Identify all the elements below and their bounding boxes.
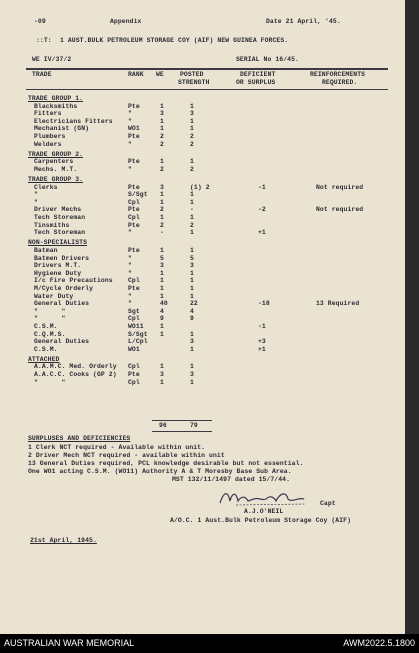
cell-trade: Electricians Fitters — [34, 117, 113, 125]
cell-posted: 1 — [190, 246, 194, 254]
cell-we: 1 — [160, 102, 164, 110]
cell-we: 1 — [160, 322, 164, 330]
cell-we: 1 — [160, 284, 164, 292]
cell-we: 2 — [160, 140, 164, 148]
cell-posted: 9 — [190, 315, 194, 323]
cell-trade: I/c Fire Precautions — [34, 277, 113, 285]
cell-posted: 2 — [190, 133, 194, 140]
cell-we: 1 — [160, 330, 164, 338]
cell-trade: Fitters — [34, 110, 62, 118]
cell-rank: " — [128, 140, 132, 148]
cell-trade: C.S.M. — [34, 345, 58, 353]
cell-rank: WO1 — [128, 345, 140, 353]
surplus-line-3: 13 General Duties required, PCL knowledge desirable but not essential. — [28, 460, 304, 467]
cell-we: 1 — [160, 125, 164, 133]
total-posted: 79 — [190, 422, 198, 429]
cell-reinforcements: Not required — [316, 206, 364, 214]
cell-rank: " — [128, 262, 132, 270]
group-heading: TRADE GROUP 2. — [28, 150, 84, 158]
col-rank: RANK — [128, 71, 144, 78]
cell-rank: " — [128, 229, 132, 237]
cell-reinforcements: Not required — [316, 183, 364, 191]
cell-trade: Batmen Drivers — [34, 254, 90, 262]
cell-posted: 1 — [190, 292, 194, 300]
cell-we: 2 — [160, 221, 164, 229]
cell-we: 1 — [160, 277, 164, 285]
header-rule-bottom — [26, 89, 388, 90]
cell-we: 3 — [160, 183, 164, 191]
page-number: -09 — [34, 18, 46, 25]
cell-we: 1 — [160, 191, 164, 199]
col-posted: POSTED — [180, 71, 204, 78]
cell-deficient: -18 — [258, 300, 270, 308]
cell-rank: " — [128, 165, 132, 173]
col-deficient: DEFICIENT — [240, 71, 276, 78]
cell-deficient: +3 — [258, 338, 266, 346]
cell-rank: " — [128, 300, 132, 308]
cell-trade: Tinsmiths — [34, 221, 70, 229]
cell-trade: Mechanist (GN) — [34, 125, 90, 133]
cell-we: 2 — [160, 165, 164, 173]
cell-posted: 5 — [190, 254, 194, 262]
cell-posted: 3 — [190, 371, 194, 378]
cell-rank: " — [128, 292, 132, 300]
surplus-line-4: One WO1 acting C.S.M. (WO11) Authority A & T Moresby Base Sub Area. — [28, 468, 292, 475]
cell-posted: 1 — [190, 125, 194, 133]
cell-we: 1 — [160, 269, 164, 277]
we-reference: WE IV/37/2 — [32, 56, 72, 63]
cell-posted: 22 — [190, 300, 198, 308]
cell-posted: 1 — [190, 102, 194, 110]
cell-we: 1 — [160, 198, 164, 206]
unit-prefix: ::T: — [36, 37, 52, 44]
cell-we: 5 — [160, 254, 164, 262]
cell-trade: Drivers M.T. — [34, 262, 82, 270]
cell-rank: WO1 — [128, 125, 140, 133]
cell-rank: S/Sgt — [128, 330, 148, 338]
cell-posted: (1) 2 — [190, 183, 210, 191]
cell-trade: Plumbers — [34, 133, 66, 140]
cell-trade: C.S.M. — [34, 322, 58, 330]
cell-deficient: -1 — [258, 183, 266, 191]
cell-rank: Cpl — [128, 277, 140, 285]
cell-trade: " — [34, 198, 38, 206]
cell-rank: " — [128, 254, 132, 262]
cell-posted: 1 — [190, 277, 194, 285]
closing-date: 21st April, 1945. — [30, 537, 97, 544]
cell-trade: " " — [34, 315, 66, 323]
cell-deficient: -1 — [258, 322, 266, 330]
cell-rank: Pte — [128, 102, 140, 110]
cell-rank: Sgt — [128, 307, 140, 315]
col-we: WE — [156, 71, 164, 78]
cell-we: 4 — [160, 307, 164, 315]
cell-rank: WO11 — [128, 322, 144, 330]
total-rule-top — [152, 420, 212, 421]
cell-we: 40 — [160, 300, 168, 308]
signature-rank: Capt — [320, 500, 336, 507]
surplus-line-2: 2 Driver Mech NCT required - available within unit — [28, 452, 225, 459]
cell-posted: 1 — [190, 378, 194, 386]
cell-rank: Cpl — [128, 214, 140, 221]
cell-posted: 1 — [190, 330, 194, 338]
cell-rank: L/Cpl — [128, 338, 148, 346]
cell-we: 1 — [160, 117, 164, 125]
cell-we: 1 — [160, 292, 164, 300]
cell-posted: 1 — [190, 284, 194, 292]
cell-trade: " " — [34, 307, 66, 315]
cell-rank: Cpl — [128, 378, 140, 386]
cell-we: - — [160, 229, 164, 237]
cell-posted: 2 — [190, 221, 194, 229]
cell-we: 1 — [160, 246, 164, 254]
cell-reinforcements: 13 Required — [316, 300, 360, 308]
cell-trade: Carpenters — [34, 158, 74, 166]
col-required: REQUIRED. — [322, 79, 358, 86]
cell-trade: Hygiene Duty — [34, 269, 82, 277]
total-rule-bottom — [152, 431, 212, 432]
cell-trade: Water Duty — [34, 292, 74, 300]
cell-posted: 1 — [190, 229, 194, 237]
cell-we: 3 — [160, 262, 164, 270]
group-heading: ATTACHED — [28, 355, 60, 363]
cell-we: 1 — [160, 363, 164, 371]
serial-number: SERIAL No 16/45. — [236, 56, 299, 63]
cell-we: 1 — [160, 158, 164, 166]
cell-rank: " — [128, 269, 132, 277]
cell-rank: Pte — [128, 183, 140, 191]
cell-rank: Cpl — [128, 363, 140, 371]
cell-rank: Pte — [128, 133, 140, 140]
col-trade: TRADE — [32, 71, 52, 78]
appendix-label: Appendix — [110, 18, 142, 25]
cell-posted: - — [190, 206, 194, 214]
cell-posted: 2 — [190, 165, 194, 173]
cell-trade: M/Cycle Orderly — [34, 284, 94, 292]
cell-posted: 4 — [190, 307, 194, 315]
cell-posted: 2 — [190, 140, 194, 148]
cell-rank: Pte — [128, 371, 140, 378]
cell-trade: Tech Storeman — [34, 214, 86, 221]
cell-posted: 3 — [190, 110, 194, 118]
cell-rank: " — [128, 117, 132, 125]
cell-posted: 1 — [190, 117, 194, 125]
cell-rank: Pte — [128, 284, 140, 292]
cell-we: 2 — [160, 206, 164, 214]
cell-rank: Cpl — [128, 315, 140, 323]
surplus-line-5: MST 132/11/1497 dated 15/7/44. — [172, 476, 291, 483]
cell-trade: A.A.C.C. Cooks (GP 2) — [34, 371, 117, 378]
cell-rank: Pte — [128, 158, 140, 166]
cell-posted: 1 — [190, 158, 194, 166]
handwritten-signature — [216, 487, 326, 509]
footer-institution: AUSTRALIAN WAR MEMORIAL — [4, 638, 135, 648]
cell-deficient: +1 — [258, 229, 266, 237]
cell-we: 3 — [160, 110, 164, 118]
document-date: Date 21 April, '45. — [266, 18, 341, 25]
cell-rank: Pte — [128, 221, 140, 229]
cell-rank: Pte — [128, 206, 140, 214]
cell-posted: 1 — [190, 198, 194, 206]
archive-footer — [0, 634, 419, 653]
cell-trade: Batman — [34, 246, 58, 254]
cell-deficient: -2 — [258, 206, 266, 214]
cell-posted: 1 — [190, 214, 194, 221]
cell-we: 3 — [160, 371, 164, 378]
unit-title: 1 AUST.BULK PETROLEUM STORAGE COY (AIF) NEW GUINEA FORCES. — [60, 37, 289, 44]
cell-rank: S/Sgt — [128, 191, 148, 199]
cell-posted: 1 — [190, 269, 194, 277]
cell-trade: Tech Storeman — [34, 229, 86, 237]
cell-we: 9 — [160, 315, 164, 323]
cell-trade: Clerks — [34, 183, 58, 191]
cell-posted: 1 — [190, 191, 194, 199]
cell-posted: 3 — [190, 262, 194, 270]
cell-trade: Blacksmiths — [34, 102, 78, 110]
cell-we: 1 — [160, 378, 164, 386]
cell-trade: Welders — [34, 140, 62, 148]
page-edge — [405, 0, 412, 634]
cell-deficient: +1 — [258, 345, 266, 353]
cell-posted: 3 — [190, 338, 194, 346]
cell-posted: 1 — [190, 363, 194, 371]
cell-trade: A.A.M.C. Med. Orderly — [34, 363, 117, 371]
group-heading: NON-SPECIALISTS — [28, 239, 88, 247]
group-heading: TRADE GROUP 1. — [28, 95, 84, 102]
cell-rank: Pte — [128, 246, 140, 254]
cell-rank: " — [128, 110, 132, 118]
cell-we: 1 — [160, 214, 164, 221]
col-reinforcements: REINFORCEMENTS — [310, 71, 366, 78]
group-heading: TRADE GROUP 3. — [28, 176, 84, 183]
cell-trade: Driver Mechs — [34, 206, 82, 214]
cell-we: 2 — [160, 133, 164, 140]
total-we: 96 — [159, 422, 167, 429]
cell-trade: Mechs. M.T. — [34, 165, 78, 173]
cell-rank: Cpl — [128, 198, 140, 206]
surplus-line-1: 1 Clerk NCT required - Available within unit. — [28, 444, 206, 451]
cell-posted: 1 — [190, 345, 194, 353]
cell-trade: General Duties — [34, 300, 90, 308]
col-strength: STRENGTH — [178, 79, 210, 86]
surplus-heading: SURPLUSES AND DEFICIENCIES — [28, 435, 131, 442]
footer-accession: AWM2022.5.1800 — [343, 638, 415, 648]
col-surplus: OR SURPLUS — [236, 79, 276, 86]
cell-trade: General Duties — [34, 338, 90, 346]
signature-name: A.J.O'NEIL — [244, 508, 284, 515]
cell-trade: " — [34, 191, 38, 199]
cell-trade: C.Q.M.S. — [34, 330, 66, 338]
signature-title: A/O.C. 1 Aust.Bulk Petroleum Storage Coy (AIF) — [170, 517, 352, 524]
cell-trade: " " — [34, 378, 66, 386]
header-rule-top — [26, 68, 388, 70]
